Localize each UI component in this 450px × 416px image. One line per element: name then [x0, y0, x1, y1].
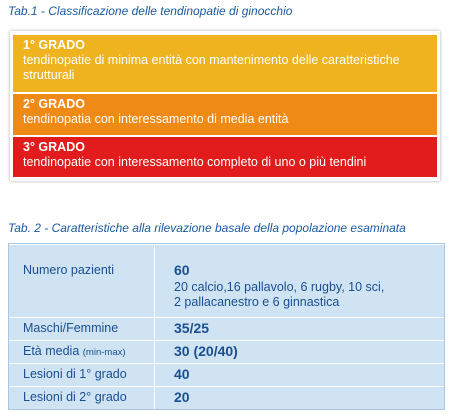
age-value: 30 (20/40) [174, 343, 238, 359]
table-row-grade1-lesions [9, 363, 444, 385]
population-characteristics-table [8, 243, 445, 410]
age-label-wrap [23, 344, 126, 358]
sex-value: 35/25 [174, 320, 210, 336]
grade-1-description: tendinopatie di minima entità con mantenimento delle caratteristiche strutturali [23, 53, 400, 82]
grade-2-title: 2° GRADO [23, 97, 85, 111]
grade1-lesions-label: Lesioni di 1° grado [23, 367, 127, 381]
table2-caption: Tab. 2 - Caratteristiche alla rilevazione basale della popolazione esaminata [8, 221, 406, 235]
grade-2-description: tendinopatia con interessamento di media entità [23, 112, 289, 126]
patients-detail-line2: 2 pallacanestro e 6 ginnastica [174, 295, 340, 309]
table-row-age [9, 340, 444, 362]
grade1-lesions-value: 40 [174, 366, 190, 382]
table-row-sex [9, 317, 444, 339]
grade-2-row [13, 94, 437, 135]
grade-1-row [13, 35, 437, 92]
grade-3-row [13, 137, 437, 177]
age-label: Età media [23, 344, 80, 358]
table-row-patients [9, 244, 444, 311]
grade-3-title: 3° GRADO [23, 140, 85, 154]
patients-value: 60 [174, 262, 190, 278]
grade-1-title: 1° GRADO [23, 38, 85, 52]
grade-classification-table [10, 31, 440, 181]
age-label-note: (min-max) [82, 347, 126, 358]
patients-detail-line1: 20 calcio,16 pallavolo, 6 rugby, 10 sci, [174, 280, 385, 294]
grade2-lesions-label: Lesioni di 2° grado [23, 390, 127, 404]
sex-label: Maschi/Femmine [23, 321, 119, 335]
grade2-lesions-value: 20 [174, 389, 190, 405]
table1-caption: Tab.1 - Classificazione delle tendinopatie di ginocchio [8, 4, 293, 18]
table-row-grade2-lesions [9, 386, 444, 409]
patients-label: Numero pazienti [23, 263, 115, 277]
grade-3-description: tendinopatie con interessamento completo di uno o più tendini [23, 155, 367, 169]
